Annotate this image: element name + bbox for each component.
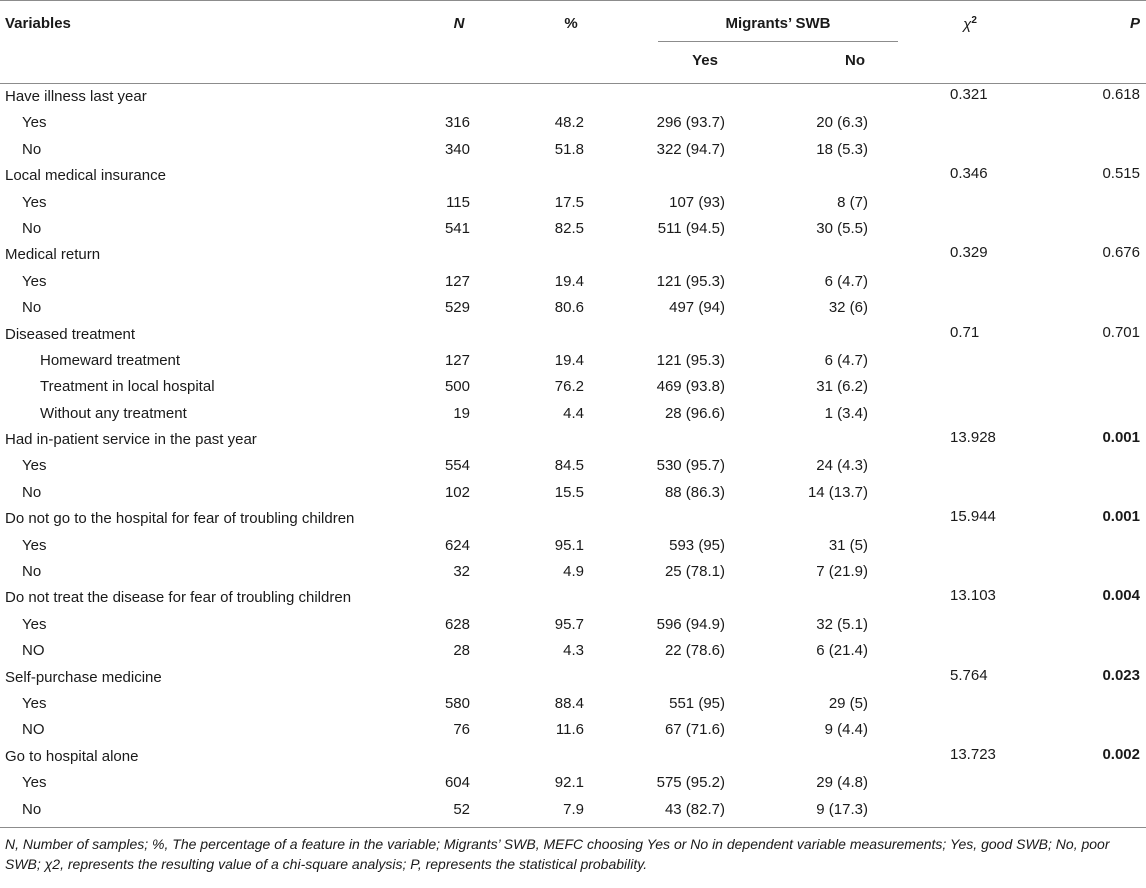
- cell-p-value: 0.618: [1102, 86, 1140, 103]
- table-footnote: N, Number of samples; %, The percentage of a feature in the variable; Migrants’ SWB, MEFC choosing Yes or No in dependent variable measurements; Yes, good SWB; No, poor SWB; χ2, represents the resulting value of a chi-square analysis; P, represents the statistical probability.: [5, 835, 1110, 872]
- cell-swb-no: 30 (5.5): [816, 219, 868, 237]
- header-chi-symbol: χ: [963, 16, 972, 33]
- header-n: N: [453, 15, 465, 32]
- cell-n: 28: [453, 642, 470, 660]
- cell-n: 102: [444, 483, 470, 501]
- cell-n: 628: [444, 615, 470, 633]
- cell-percent: 80.6: [554, 299, 584, 317]
- row-label: No: [22, 299, 42, 317]
- row-label: NO: [22, 721, 45, 739]
- row-label: Yes: [22, 694, 47, 712]
- row-label: No: [22, 219, 42, 237]
- header-swb-divider: [658, 41, 898, 42]
- cell-n: 127: [444, 351, 470, 369]
- table-group-row: [0, 242, 1146, 268]
- cell-swb-no: 29 (5): [828, 694, 868, 712]
- cell-p-value: 0.001: [1102, 429, 1140, 447]
- row-label: Self-purchase medicine: [5, 668, 162, 686]
- table-group-row: [0, 744, 1146, 770]
- table-group-row: [0, 163, 1146, 189]
- cell-swb-yes: 322 (94.7): [656, 140, 725, 158]
- cell-swb-yes: 67 (71.6): [664, 721, 725, 739]
- row-label: No: [22, 140, 42, 158]
- cell-p-value: 0.004: [1102, 587, 1140, 605]
- row-label: Local medical insurance: [5, 167, 166, 185]
- cell-swb-yes: 121 (95.3): [656, 272, 725, 290]
- cell-swb-yes: 88 (86.3): [664, 483, 725, 501]
- cell-chi-square: 13.723: [950, 745, 996, 763]
- table-row: [0, 295, 1146, 321]
- table-group-row: [0, 585, 1146, 611]
- row-label: Have illness last year: [5, 88, 147, 105]
- table-row: [0, 533, 1146, 559]
- cell-p-value: 0.001: [1102, 508, 1140, 526]
- cell-percent: 95.7: [554, 615, 584, 633]
- row-label: Medical return: [5, 246, 101, 264]
- table-row: [0, 348, 1146, 374]
- cell-p-value: 0.023: [1102, 666, 1140, 684]
- cell-swb-no: 31 (5): [828, 536, 868, 554]
- cell-swb-no: 6 (4.7): [824, 351, 868, 369]
- cell-percent: 17.5: [554, 193, 584, 211]
- row-label: Yes: [22, 193, 47, 211]
- cell-n: 340: [444, 140, 470, 158]
- header-p: P: [1129, 15, 1140, 32]
- cell-p-value: 0.002: [1102, 745, 1140, 763]
- table-row: [0, 137, 1146, 163]
- cell-percent: 82.5: [554, 219, 584, 237]
- cell-swb-no: 18 (5.3): [816, 140, 868, 158]
- table-row: [0, 110, 1146, 136]
- cell-swb-no: 6 (4.7): [824, 272, 868, 290]
- row-label: No: [22, 800, 42, 818]
- cell-swb-yes: 497 (94): [669, 299, 725, 317]
- cell-percent: 19.4: [554, 272, 584, 290]
- cell-chi-square: 13.103: [950, 587, 996, 605]
- header-chi-square: [940, 15, 1000, 33]
- row-label: Yes: [22, 536, 47, 554]
- cell-swb-yes: 296 (93.7): [656, 114, 725, 132]
- cell-n: 32: [453, 563, 470, 581]
- cell-swb-no: 8 (7): [837, 193, 868, 211]
- table-row: [0, 190, 1146, 216]
- cell-swb-no: 29 (4.8): [816, 774, 868, 792]
- row-label: No: [22, 563, 42, 581]
- cell-n: 500: [444, 378, 470, 396]
- cell-swb-no: 31 (6.2): [816, 378, 868, 396]
- cell-percent: 4.3: [563, 642, 584, 660]
- cell-swb-yes: 596 (94.9): [656, 615, 725, 633]
- table-row: [0, 638, 1146, 664]
- cell-percent: 95.1: [554, 536, 584, 554]
- cell-chi-square: 15.944: [950, 508, 996, 526]
- cell-swb-no: 32 (6): [828, 299, 868, 317]
- cell-n: 604: [444, 774, 470, 792]
- cell-swb-no: 14 (13.7): [807, 483, 868, 501]
- cell-swb-yes: 107 (93): [669, 193, 725, 211]
- table-row: [0, 374, 1146, 400]
- row-label: Yes: [22, 615, 47, 633]
- cell-percent: 92.1: [554, 774, 584, 792]
- table-group-row: [0, 322, 1146, 348]
- cell-swb-no: 7 (21.9): [816, 563, 868, 581]
- cell-swb-no: 9 (4.4): [824, 721, 868, 739]
- header-migrants-swb: Migrants’ SWB: [725, 15, 831, 32]
- cell-swb-yes: 43 (82.7): [664, 800, 725, 818]
- cell-percent: 19.4: [554, 351, 584, 369]
- table-row: [0, 559, 1146, 585]
- cell-percent: 4.4: [563, 404, 584, 422]
- cell-n: 115: [446, 193, 470, 211]
- cell-swb-no: 24 (4.3): [816, 457, 868, 475]
- table-row: [0, 453, 1146, 479]
- cell-percent: 11.6: [555, 721, 584, 739]
- cell-swb-no: 9 (17.3): [816, 800, 868, 818]
- header-chi-superscript: 2: [971, 15, 977, 26]
- cell-chi-square: 0.71: [950, 323, 980, 341]
- cell-chi-square: 0.321: [950, 86, 988, 103]
- table-row: [0, 612, 1146, 638]
- cell-n: 580: [444, 694, 470, 712]
- cell-n: 541: [444, 219, 470, 237]
- row-label: Without any treatment: [40, 404, 187, 422]
- table-row: [0, 797, 1146, 823]
- cell-swb-no: 6 (21.4): [816, 642, 868, 660]
- table-group-row: [0, 84, 1146, 110]
- cell-swb-yes: 22 (78.6): [664, 642, 725, 660]
- cell-swb-yes: 530 (95.7): [656, 457, 725, 475]
- cell-swb-yes: 593 (95): [669, 536, 725, 554]
- cell-p-value: 0.515: [1102, 165, 1140, 183]
- cell-n: 554: [444, 457, 470, 475]
- row-label: Had in-patient service in the past year: [5, 431, 257, 449]
- row-label: Homeward treatment: [40, 351, 181, 369]
- cell-percent: 51.8: [554, 140, 584, 158]
- cell-n: 52: [453, 800, 470, 818]
- table-row: [0, 691, 1146, 717]
- header-no: No: [845, 52, 865, 69]
- cell-percent: 88.4: [554, 694, 584, 712]
- cell-n: 76: [453, 721, 470, 739]
- cell-swb-yes: 25 (78.1): [664, 563, 725, 581]
- row-label: Yes: [22, 457, 47, 475]
- cell-n: 624: [444, 536, 470, 554]
- cell-chi-square: 5.764: [950, 666, 988, 684]
- table-row: [0, 401, 1146, 427]
- cell-swb-yes: 575 (95.2): [656, 774, 725, 792]
- row-label: NO: [22, 642, 45, 660]
- header-variables: Variables: [5, 15, 71, 32]
- table-group-row: [0, 506, 1146, 532]
- cell-swb-no: 20 (6.3): [816, 114, 868, 132]
- cell-percent: 84.5: [554, 457, 584, 475]
- cell-chi-square: 0.346: [950, 165, 988, 183]
- cell-percent: 48.2: [554, 114, 584, 132]
- table-row: [0, 216, 1146, 242]
- table-group-row: [0, 427, 1146, 453]
- cell-swb-no: 1 (3.4): [824, 404, 868, 422]
- cell-chi-square: 13.928: [950, 429, 996, 447]
- cell-p-value: 0.676: [1102, 244, 1140, 262]
- cell-n: 127: [444, 272, 470, 290]
- table-group-row: [0, 665, 1146, 691]
- cell-n: 529: [444, 299, 470, 317]
- row-label: Do not treat the disease for fear of troubling children: [5, 589, 352, 607]
- cell-swb-yes: 121 (95.3): [656, 351, 725, 369]
- cell-percent: 4.9: [563, 563, 584, 581]
- cell-n: 316: [444, 114, 470, 132]
- header-yes: Yes: [692, 52, 718, 69]
- row-label: Yes: [22, 774, 47, 792]
- row-label: Do not go to the hospital for fear of troubling children: [5, 510, 355, 528]
- cell-percent: 15.5: [554, 483, 584, 501]
- cell-swb-yes: 511 (94.5): [657, 219, 725, 237]
- cell-swb-yes: 469 (93.8): [656, 378, 725, 396]
- cell-chi-square: 0.329: [950, 244, 988, 262]
- table-row: [0, 269, 1146, 295]
- table-header: [0, 0, 1146, 84]
- row-label: Diseased treatment: [5, 325, 136, 343]
- cell-percent: 76.2: [554, 378, 584, 396]
- row-label: Yes: [22, 114, 47, 132]
- row-label: Treatment in local hospital: [40, 378, 215, 396]
- table-row: [0, 480, 1146, 506]
- header-percent: %: [564, 15, 578, 32]
- table-row: [0, 717, 1146, 743]
- cell-swb-yes: 551 (95): [669, 694, 725, 712]
- table-body: [0, 84, 1146, 823]
- row-label: Yes: [22, 272, 47, 290]
- cell-percent: 7.9: [563, 800, 584, 818]
- row-label: No: [22, 483, 42, 501]
- cell-n: 19: [453, 404, 470, 422]
- cell-swb-no: 32 (5.1): [816, 615, 868, 633]
- cell-p-value: 0.701: [1102, 323, 1140, 341]
- row-label: Go to hospital alone: [5, 747, 139, 765]
- cell-swb-yes: 28 (96.6): [664, 404, 725, 422]
- table-row: [0, 770, 1146, 796]
